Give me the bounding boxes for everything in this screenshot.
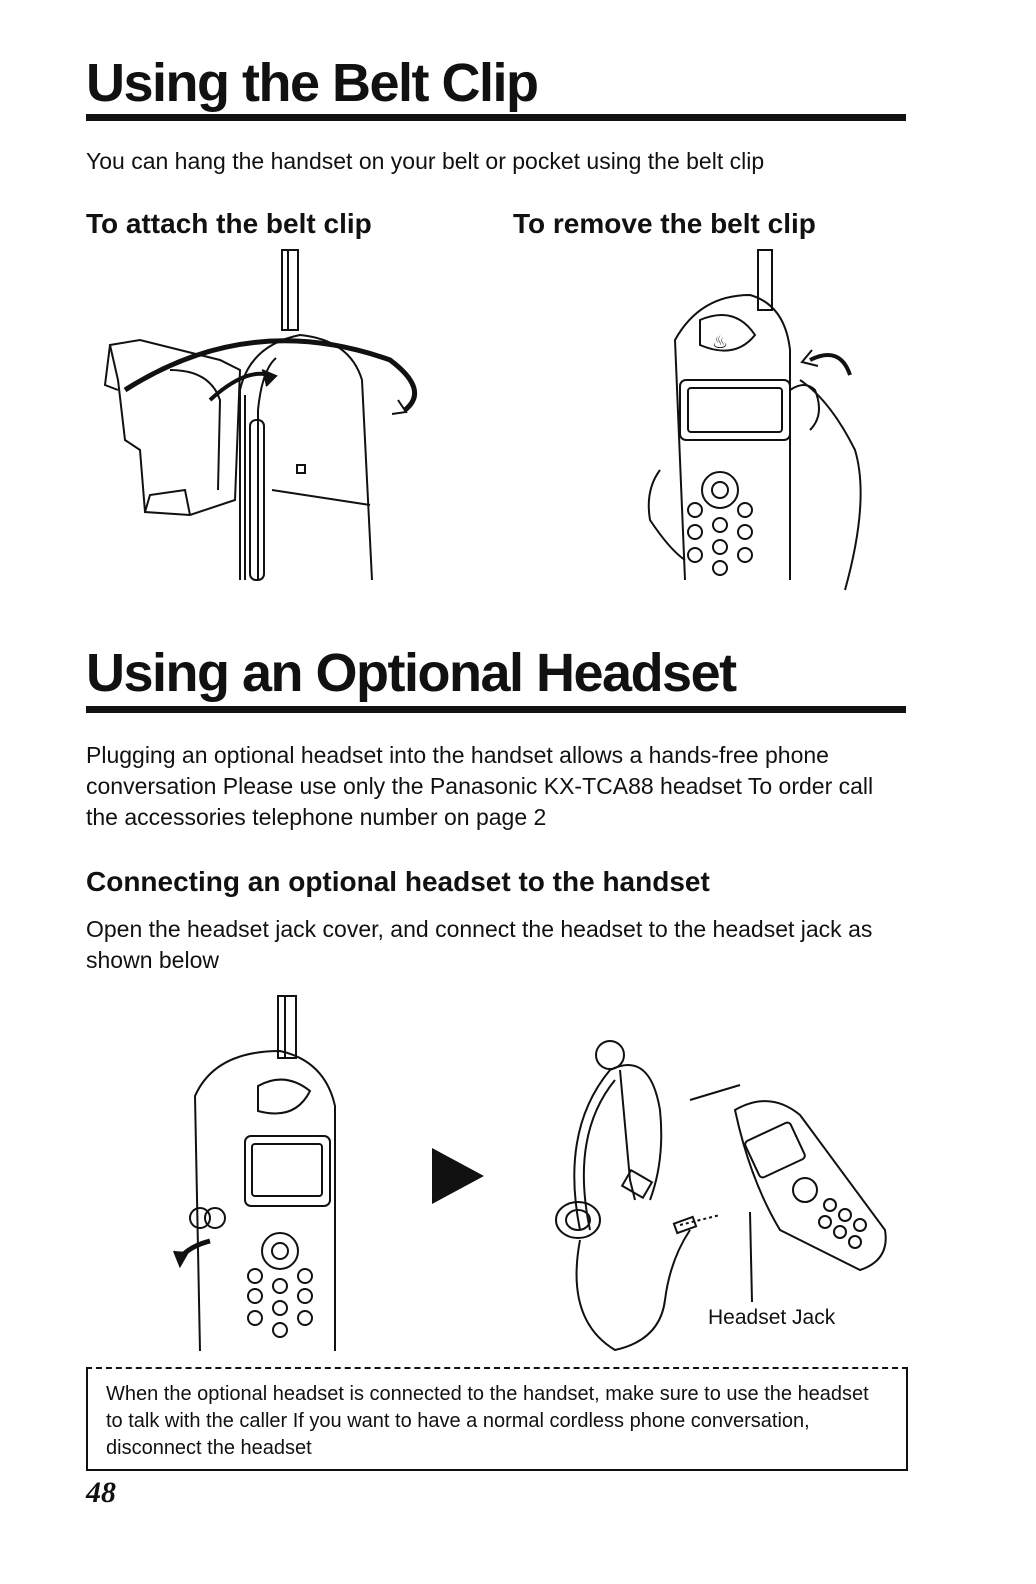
note-text: When the optional headset is connected to the handset, make sure to use the headset to talk with the caller If you want to have a normal cordless phone conversation, disconnect the headset	[106, 1383, 869, 1459]
attach-heading: To attach the belt clip	[86, 208, 372, 239]
svg-text:♨: ♨	[712, 332, 729, 352]
step-arrow-icon	[432, 1148, 484, 1204]
connecting-subheading: Connecting an optional headset to the handset	[86, 866, 710, 897]
headset-intro: Plugging an optional headset into the handset allows a hands-free phone conversation Please use only the Panasonic KX-TCA88 headset To order call the accessories telephone number on page 2	[86, 742, 874, 830]
open-jack-cover-illustration	[170, 996, 350, 1356]
remove-belt-clip-illustration	[640, 250, 870, 590]
title-rule	[86, 114, 906, 121]
headset-jack-label: Headset Jack	[708, 1306, 836, 1329]
belt-clip-intro: You can hang the handset on your belt or pocket using the belt clip	[86, 148, 765, 174]
title-rule	[86, 706, 906, 713]
remove-heading: To remove the belt clip	[513, 208, 816, 239]
headset-instructions: Open the headset jack cover, and connect the headset to the headset jack as shown below	[86, 916, 873, 973]
page-number: 48	[86, 1476, 116, 1509]
note-box	[86, 1367, 908, 1471]
section-title-belt-clip: Using the Belt Clip	[86, 53, 538, 113]
attach-belt-clip-illustration	[100, 250, 430, 590]
section-title-headset: Using an Optional Headset	[86, 643, 736, 703]
